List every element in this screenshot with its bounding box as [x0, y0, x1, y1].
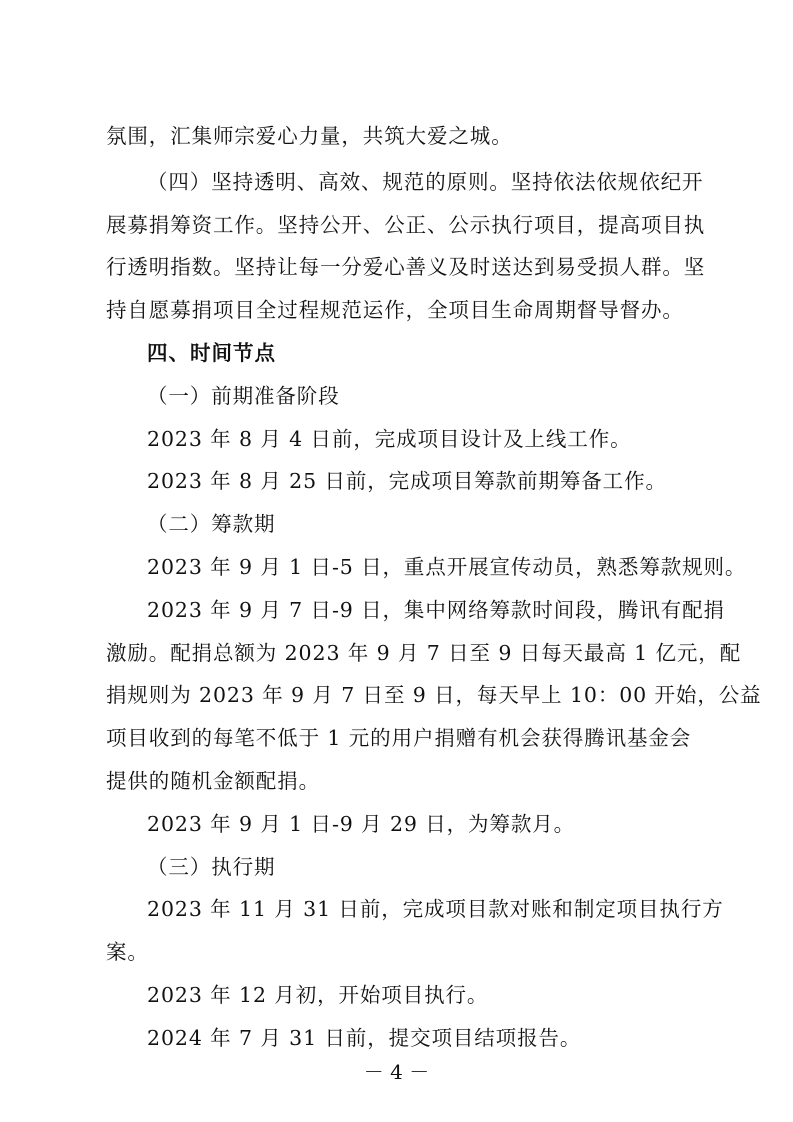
paragraph-line: 案。 [106, 940, 149, 964]
subsection-heading: （二）筹款期 [147, 512, 276, 536]
paragraph-line: 捐规则为 2023 年 9 月 7 日至 9 日，每天早上 10：00 开始，公益 [106, 683, 762, 707]
paragraph-line: 项目收到的每笔不低于 1 元的用户捐赠有机会获得腾讯基金会 [106, 726, 692, 750]
paragraph-line: 氛围，汇集师宗爱心力量，共筑大爱之城。 [106, 124, 513, 148]
paragraph-line: 激励。配捐总额为 2023 年 9 月 7 日至 9 日每天最高 1 亿元，配 [106, 641, 742, 665]
paragraph-line: 2023 年 8 月 4 日前，完成项目设计及上线工作。 [147, 427, 632, 451]
paragraph-line: 提供的随机金额配捐。 [106, 769, 320, 793]
paragraph-line: （四）坚持透明、高效、规范的原则。坚持依法依规依纪开 [147, 170, 704, 194]
subsection-heading: （三）执行期 [147, 855, 276, 879]
paragraph-line: 2023 年 11 月 31 日前，完成项目款对账和制定项目执行方 [147, 897, 724, 921]
paragraph-line: 2024 年 7 月 31 日前，提交项目结项报告。 [147, 1026, 582, 1050]
paragraph-line: 展募捐筹资工作。坚持公开、公正、公示执行项目，提高项目执 [106, 213, 706, 237]
paragraph-line: 2023 年 8 月 25 日前，完成项目筹款前期筹备工作。 [147, 469, 667, 493]
page-number: － 4 － [363, 1060, 430, 1084]
paragraph-line: 行透明指数。坚持让每一分爱心善义及时送达到易受损人群。坚 [106, 255, 706, 279]
paragraph-line: 2023 年 9 月 1 日-9 月 29 日，为筹款月。 [147, 812, 576, 836]
paragraph-line: 2023 年 9 月 7 日-9 日，集中网络筹款时间段，腾讯有配捐 [147, 598, 725, 622]
subsection-heading: （一）前期准备阶段 [147, 384, 340, 408]
section-heading: 四、时间节点 [147, 341, 276, 365]
paragraph-line: 2023 年 12 月初，开始项目执行。 [147, 983, 489, 1007]
paragraph-line: 2023 年 9 月 1 日-5 日，重点开展宣传动员，熟悉筹款规则。 [147, 555, 747, 579]
paragraph-line: 持自愿募捐项目全过程规范运作，全项目生命周期督导督办。 [106, 298, 684, 322]
